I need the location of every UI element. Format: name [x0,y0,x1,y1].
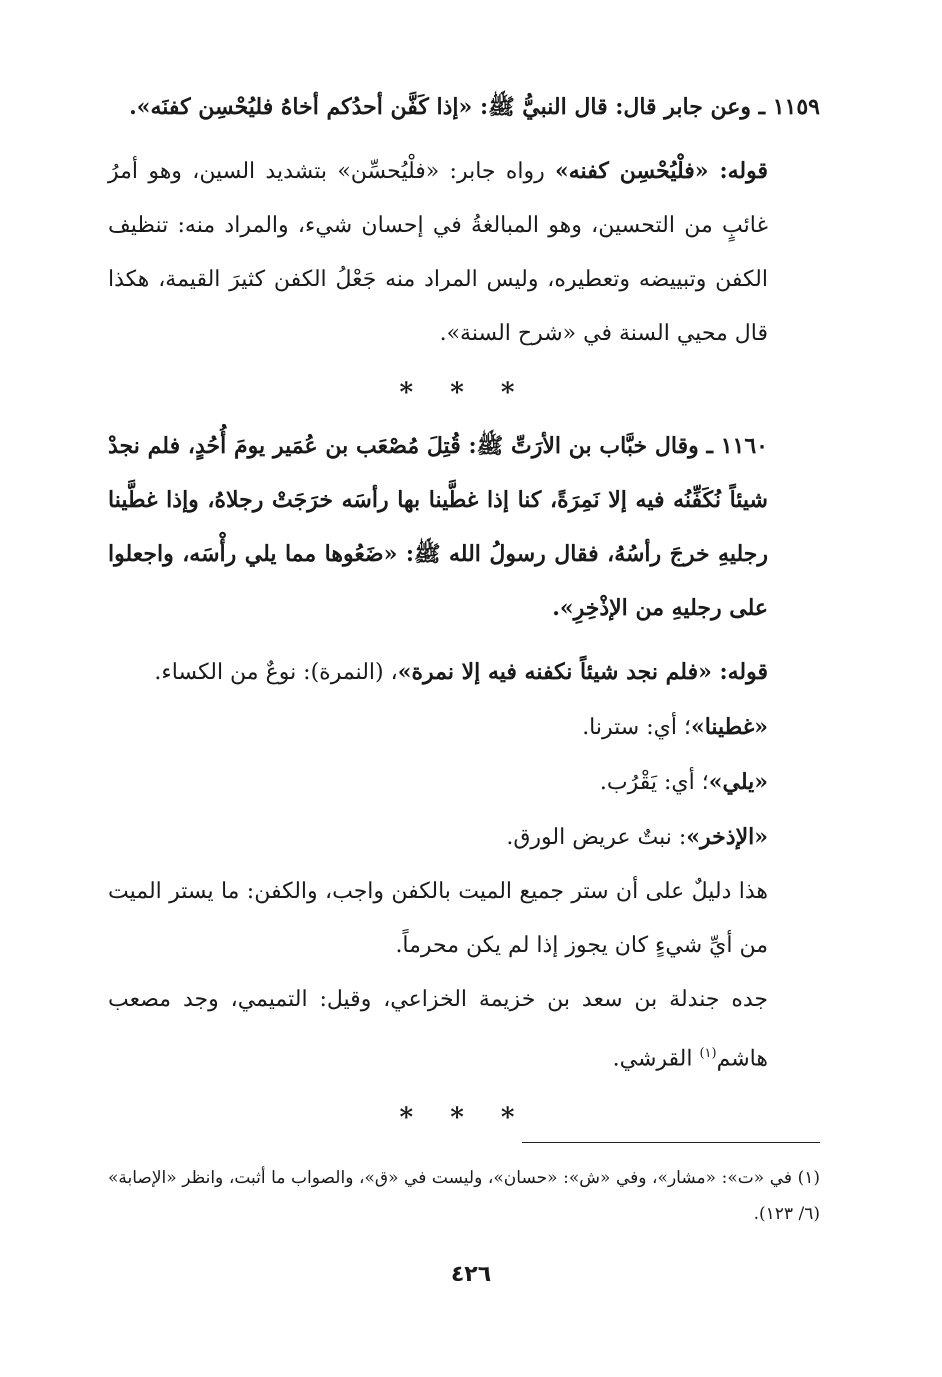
commentary-1160-line [108,645,820,700]
gloss-line [108,810,820,865]
footnote-ref[interactable]: (١) [699,1046,717,1061]
gloss-def: ؛ أي: يَقْرُب. [599,770,709,795]
commentary-1159-lead: قوله: «فلْيُحْسِن كفنه» [555,158,768,184]
footnote-divider [522,1142,820,1143]
section-separator: * * * [399,1103,529,1134]
commentary-1159 [108,144,820,361]
page-number: ٤٢٦ [450,1262,492,1287]
gloss-term: «غطينا» [690,714,768,740]
gloss-def: : نبتٌ عريض الورق. [506,825,687,850]
gloss-term: «الإذخر» [686,824,768,850]
gloss-line [108,755,820,810]
commentary-1160-lead: قوله: «فلم نجد شيئاً نكفنه فيه إلا نمرة» [397,659,768,685]
commentary-text: جده جندلة بن سعد بن خزيمة الخزاعي، وقيل: التميمي، وجد مصعب هاشم [108,987,768,1072]
section-separator: * * * [399,378,529,408]
footnote: (١) في «ت»: «مشار»، وفي «ش»: «حسان»، وليست في «ق»، والصواب ما أثبت، وانظر «الإصابة» (٦/ ١٢٣). [108,1168,820,1224]
page-body [108,80,820,1144]
gloss-term: «يلي» [708,769,768,795]
commentary-paragraph [108,973,820,1086]
commentary-1159-text: رواه جابر: «فلْيُحسِّن» بتشديد السين، وهو أمرُ غائبٍ من التحسين، وهو المبالغةُ في إحسان شيء، والمراد منه: تنظيف الكفن وتبييضه وتعطيره، وليس المراد منه جَعْلُ الكفن كثيرَ القيمة، هكذا قال محيي السنة في «شرح السنة». [108,159,768,346]
commentary-1160-text: ، (النمرة): نوعٌ من الكساء. [154,660,398,685]
hadith-1159: ١١٥٩ ـ وعن جابر قال: قال النبيُّ ﷺ: «إذا كَفَّن أحدُكم أخاهُ فليُحْسِن كفنَه». [129,94,820,120]
gloss-line [108,700,820,755]
hadith-1160: ١١٦٠ ـ وقال خبَّاب بن الأرَتِّ ﷺ: قُتِلَ مُصْعَب بن عُمَير يومَ أُحُدٍ، فلم نجدْ شيئاً نُكَفِّنُه فيه إلا نَمِرَةً، كنا إذا غطَّينا بها رأسَه خرَجَتْ رجلاهُ، وإذا غطَّينا رجليهِ خرجَ رأسُهُ، فقال رسولُ الله ﷺ: «ضَعُوها مما يلي رأْسَه، واجعلوا على رجليهِ من الإذْخِرِ». [108,433,768,621]
commentary-text: القرشي. [612,1046,700,1072]
commentary-paragraph: هذا دليلٌ على أن ستر جميع الميت بالكفن واجب، والكفن: ما يستر الميت من أيِّ شيءٍ كان يجوز إذا لم يكن محرماً. [108,879,768,958]
gloss-def: ؛ أي: سترنا. [582,715,691,740]
